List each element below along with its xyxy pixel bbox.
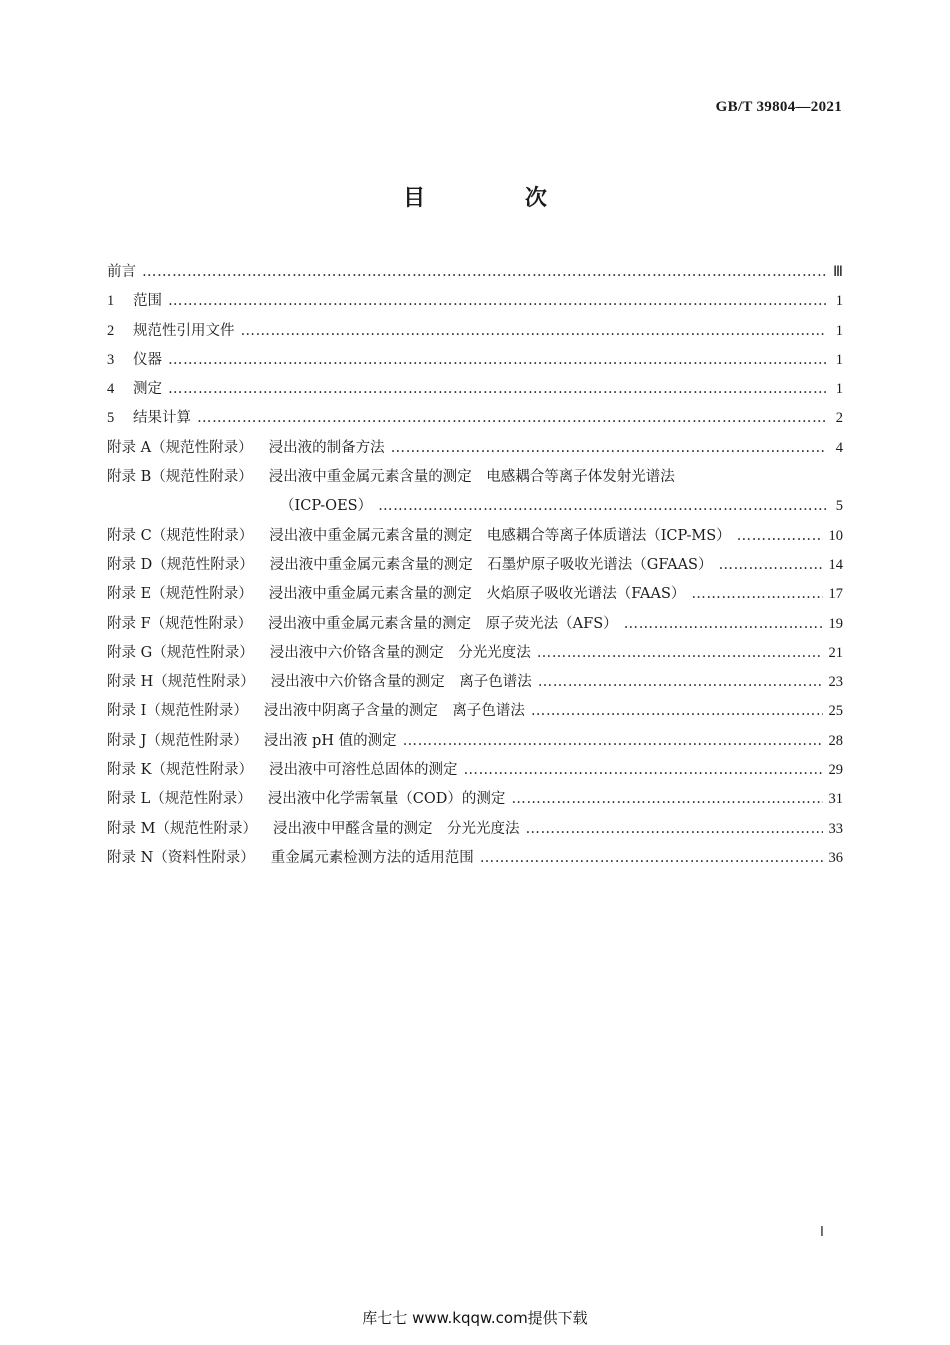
dot-leader	[691, 580, 822, 609]
toc-entry-label	[107, 258, 142, 287]
toc-entry-label	[107, 375, 168, 404]
dot-leader	[391, 434, 827, 463]
toc-entry[interactable]	[107, 639, 843, 668]
toc-entry-label	[107, 815, 525, 844]
toc-entry-title: 附录 C（规范性附录）	[107, 527, 254, 544]
dot-leader	[168, 346, 827, 375]
dot-leader	[525, 815, 822, 844]
dot-leader	[378, 492, 827, 521]
toc-entry-page: 10	[828, 527, 843, 544]
dot-leader	[531, 697, 823, 726]
dot-leader	[197, 404, 827, 433]
toc-entry-title: 附录 N（资料性附录）	[107, 849, 255, 866]
toc-entry-title: 附录 A（规范性附录）	[107, 439, 253, 456]
toc-entry-subtitle: 浸出液中重金属元素含量的测定 原子荧光法（AFS）	[268, 615, 618, 632]
toc-entry-subtitle: 浸出液中重金属元素含量的测定 电感耦合等离子体发射光谱法	[268, 469, 675, 486]
dot-leader	[511, 785, 822, 814]
toc-entry-page: 5	[835, 498, 843, 515]
toc-entry-page: 25	[828, 703, 843, 720]
dot-leader	[142, 258, 827, 287]
dot-leader	[624, 610, 823, 639]
toc-entry[interactable]	[107, 756, 843, 785]
toc-entry-number: 2	[107, 322, 115, 339]
toc-entry-subtitle: 浸出液中化学需氧量（COD）的测定	[267, 791, 506, 808]
toc-entry-title: 附录 D（规范性附录）	[107, 556, 254, 573]
toc-entry-title: 附录 L（规范性附录）	[107, 791, 252, 808]
toc-entry-page: 23	[828, 674, 843, 691]
toc-entry-page: 28	[828, 732, 843, 749]
toc-entry[interactable]	[107, 697, 843, 726]
toc-entry[interactable]	[107, 434, 843, 463]
toc-entry-number: 5	[107, 410, 115, 427]
toc-entry-title: 测定	[133, 381, 162, 398]
toc-entry-label	[107, 434, 391, 463]
toc-entry[interactable]	[107, 580, 843, 609]
toc-entry-label	[107, 844, 480, 873]
toc-entry-label	[107, 317, 241, 346]
dot-leader	[538, 668, 823, 697]
toc-entry-label	[107, 404, 197, 433]
toc-entry-number: 4	[107, 381, 115, 398]
toc-entry-label	[107, 492, 378, 521]
toc-entry-label	[107, 639, 537, 668]
toc-entry-page: 19	[828, 615, 843, 632]
toc-entry-page: 1	[835, 322, 843, 339]
toc-entry-label	[107, 522, 737, 551]
toc-entry-title: 附录 E（规范性附录）	[107, 586, 253, 603]
toc-entry[interactable]	[107, 404, 843, 433]
toc-entry-title: 附录 J（规范性附录）	[107, 732, 248, 749]
toc-entry-subtitle: 浸出液中六价铬含量的测定 离子色谱法	[270, 674, 532, 691]
page-number: Ⅰ	[819, 1225, 824, 1240]
table-of-contents	[107, 258, 843, 873]
download-footer: 库七七 www.kqqw.com提供下载	[362, 1309, 588, 1327]
toc-entry-page: 14	[828, 556, 843, 573]
toc-entry-label	[107, 463, 681, 492]
toc-entry-title: 结果计算	[133, 410, 191, 427]
toc-entry-label	[107, 727, 403, 756]
toc-entry-label	[107, 346, 168, 375]
toc-entry[interactable]	[107, 375, 843, 404]
toc-entry-title: 附录 G（规范性附录）	[107, 644, 254, 661]
page-title: 目 次	[403, 186, 593, 211]
toc-entry[interactable]	[107, 844, 843, 873]
toc-entry-page: Ⅲ	[833, 264, 843, 280]
toc-entry-subtitle: 浸出液中重金属元素含量的测定 石墨炉原子吸收光谱法（GFAAS）	[269, 556, 713, 573]
dot-leader	[241, 317, 828, 346]
toc-entry-title: 附录 B（规范性附录）	[107, 469, 253, 486]
toc-entry[interactable]	[107, 317, 843, 346]
toc-entry-subtitle: 浸出液中阴离子含量的测定 离子色谱法	[263, 703, 525, 720]
toc-entry-page: 1	[835, 351, 843, 368]
toc-entry-title: 仪器	[133, 351, 162, 368]
toc-entry[interactable]	[107, 258, 843, 287]
toc-entry-subtitle: （ICP-OES）	[280, 498, 373, 515]
toc-entry-subtitle: 浸出液 pH 值的测定	[263, 732, 397, 749]
toc-entry-page: 2	[835, 410, 843, 427]
toc-entry-title: 附录 K（规范性附录）	[107, 762, 253, 779]
toc-entry-label	[107, 551, 719, 580]
toc-entry-subtitle: 重金属元素检测方法的适用范围	[270, 849, 474, 866]
toc-entry-label	[107, 785, 511, 814]
toc-entry-title: 规范性引用文件	[133, 322, 235, 339]
dot-leader	[168, 375, 827, 404]
toc-entry-label	[107, 756, 463, 785]
toc-entry-subtitle: 浸出液中可溶性总固体的测定	[268, 762, 458, 779]
toc-entry-subtitle: 浸出液中甲醛含量的测定 分光光度法	[272, 820, 520, 837]
dot-leader	[403, 727, 823, 756]
toc-entry[interactable]	[107, 287, 843, 316]
toc-entry[interactable]	[107, 785, 843, 814]
toc-entry-title: 前言	[107, 264, 136, 280]
dot-leader	[168, 287, 827, 316]
toc-entry-title: 附录 I（规范性附录）	[107, 703, 248, 720]
toc-entry-number: 1	[107, 293, 115, 310]
toc-entry-label	[107, 610, 624, 639]
toc-entry[interactable]	[107, 668, 843, 697]
toc-entry-page: 29	[828, 762, 843, 779]
toc-entry-page: 33	[828, 820, 843, 837]
toc-entry-title: 附录 F（规范性附录）	[107, 615, 253, 632]
toc-entry-subtitle: 浸出液中重金属元素含量的测定 电感耦合等离子体质谱法（ICP-MS）	[269, 527, 731, 544]
toc-entry-page: 21	[828, 644, 843, 661]
toc-entry-title: 附录 H（规范性附录）	[107, 674, 255, 691]
toc-entry-subtitle: 浸出液中重金属元素含量的测定 火焰原子吸收光谱法（FAAS）	[268, 586, 686, 603]
dot-leader	[719, 551, 823, 580]
toc-entry-page: 4	[835, 439, 843, 456]
toc-entry-number: 3	[107, 351, 115, 368]
toc-entry-title: 范围	[133, 293, 162, 310]
standard-number: GB/T 39804—2021	[715, 99, 842, 115]
dot-leader	[537, 639, 823, 668]
toc-entry-label	[107, 287, 168, 316]
toc-entry[interactable]	[107, 815, 843, 844]
toc-entry-page: 17	[828, 586, 843, 603]
toc-entry[interactable]	[107, 346, 843, 375]
toc-entry-page: 1	[835, 293, 843, 310]
dot-leader	[737, 522, 823, 551]
toc-entry[interactable]	[107, 727, 843, 756]
dot-leader	[480, 844, 823, 873]
dot-leader	[463, 756, 822, 785]
toc-entry-subtitle: 浸出液中六价铬含量的测定 分光光度法	[269, 644, 531, 661]
toc-entry-label	[107, 668, 538, 697]
toc-entry[interactable]	[107, 463, 843, 492]
toc-entry[interactable]	[107, 610, 843, 639]
toc-entry-page: 1	[835, 381, 843, 398]
toc-entry-title: 附录 M（规范性附录）	[107, 820, 257, 837]
toc-entry-label	[107, 697, 531, 726]
toc-entry-page: 36	[828, 849, 843, 866]
toc-entry-subtitle: 浸出液的制备方法	[268, 439, 385, 456]
toc-entry[interactable]	[107, 492, 843, 521]
toc-entry[interactable]	[107, 551, 843, 580]
toc-entry-page: 31	[828, 791, 843, 808]
toc-entry-label	[107, 580, 691, 609]
toc-entry[interactable]	[107, 522, 843, 551]
